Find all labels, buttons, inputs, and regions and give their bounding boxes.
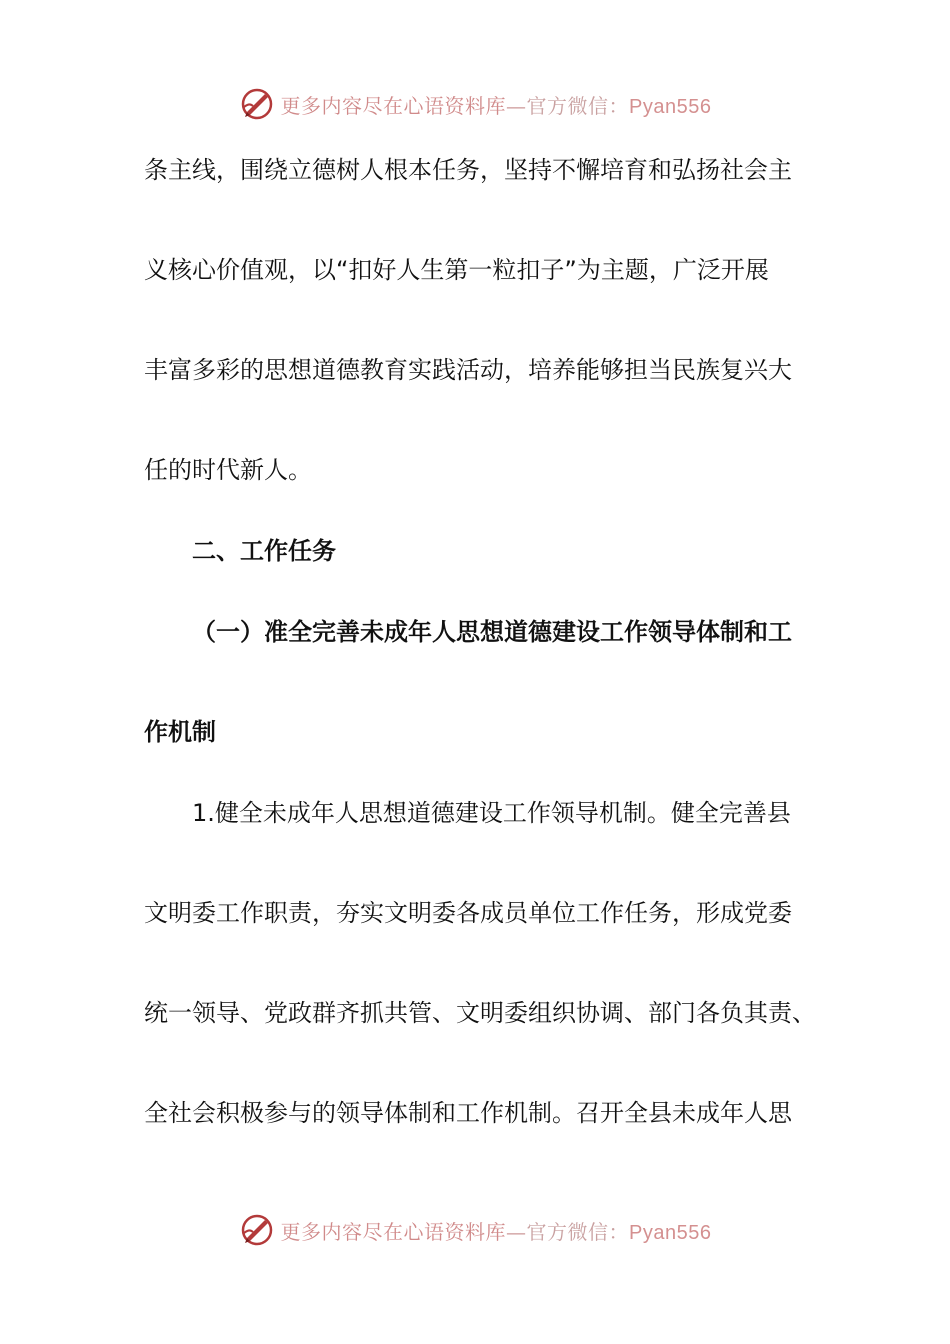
body-line: 统一领导、党政群齐抓共管、文明委组织协调、部门各负其责、 — [144, 999, 816, 1027]
pen-logo-icon — [239, 86, 275, 122]
watermark-banner-bottom — [0, 1208, 950, 1252]
section-heading: 二、工作任务 — [192, 537, 336, 565]
watermark-wechat-label: 官方微信： — [526, 1219, 630, 1244]
watermark-wechat-label: 官方微信： — [526, 93, 630, 118]
watermark-site-text: 更多内容尽在心语资料库 — [280, 1219, 507, 1244]
body-line: 义核心价值观，以“扣好人生第一粒扣子”为主题，广泛开展 — [144, 256, 769, 284]
body-line: 1.健全未成年人思想道德建设工作领导机制。健全完善县 — [192, 799, 791, 827]
body-line: 文明委工作职责，夯实文明委各成员单位工作任务，形成党委 — [144, 899, 792, 927]
watermark-banner-top — [0, 82, 950, 126]
body-line: 全社会积极参与的领导体制和工作机制。召开全县未成年人思 — [144, 1099, 792, 1127]
watermark-text — [281, 90, 712, 119]
body-line: 丰富多彩的思想道德教育实践活动，培养能够担当民族复兴大 — [144, 356, 792, 384]
subsection-heading: （一）准全完善未成年人思想道德建设工作领导体制和工 — [192, 618, 792, 646]
body-line: 条主线，围绕立德树人根本任务，坚持不懈培育和弘扬社会主 — [144, 156, 792, 184]
body-line: 任的时代新人。 — [144, 456, 312, 484]
subsection-heading-cont: 作机制 — [144, 718, 216, 746]
watermark-site-text: 更多内容尽在心语资料库 — [280, 93, 507, 118]
watermark-separator: — — [506, 93, 527, 118]
watermark-text — [281, 1216, 712, 1245]
watermark-separator: — — [506, 1219, 527, 1244]
pen-logo-icon — [239, 1212, 275, 1248]
watermark-wechat-id: Pyan556 — [629, 95, 712, 118]
watermark-wechat-id: Pyan556 — [629, 1221, 712, 1244]
